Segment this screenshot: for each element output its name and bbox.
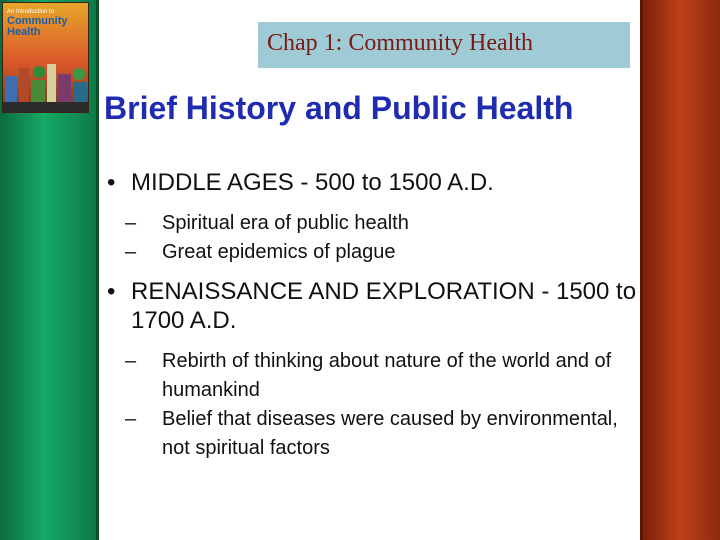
sub-bullet-dash: – bbox=[125, 212, 137, 234]
bullet-dot: • bbox=[107, 169, 116, 196]
sub-bullet-dash: – bbox=[125, 241, 137, 263]
chapter-header: Chap 1: Community Health bbox=[267, 30, 533, 56]
bullet-middle-ages bbox=[104, 168, 638, 197]
sub-bullet-dash: – bbox=[125, 408, 137, 430]
sub-bullet-dash: – bbox=[125, 350, 137, 372]
slide-content bbox=[104, 168, 638, 463]
bullet-renaissance bbox=[104, 277, 638, 335]
sub-bullet-text: Great epidemics of plague bbox=[162, 241, 396, 263]
left-decor-edge bbox=[96, 0, 99, 540]
sub-bullet bbox=[104, 405, 638, 463]
cover-footer-strip bbox=[3, 102, 89, 112]
cover-word-community: Community bbox=[7, 15, 68, 27]
slide-title: Brief History and Public Health bbox=[104, 90, 574, 126]
bullet-dot: • bbox=[107, 278, 116, 305]
right-decor-band bbox=[642, 0, 720, 540]
sub-bullet bbox=[104, 238, 638, 267]
book-cover-image bbox=[2, 2, 89, 113]
bullet-text: MIDDLE AGES - 500 to 1500 A.D. bbox=[131, 169, 494, 196]
sub-bullet-text: Spiritual era of public health bbox=[162, 212, 409, 234]
right-decor-edge bbox=[640, 0, 643, 540]
cover-city-illustration bbox=[3, 58, 89, 102]
cover-subtitle: An Introduction to bbox=[7, 9, 55, 15]
bullet-text: RENAISSANCE AND EXPLORATION - 1500 to 1700 A.D. bbox=[131, 278, 637, 334]
sub-bullet-text: Belief that diseases were caused by environmental, not spiritual factors bbox=[162, 408, 618, 459]
cover-word-health: Health bbox=[7, 26, 41, 38]
sub-bullet-text: Rebirth of thinking about nature of the world and of humankind bbox=[162, 350, 612, 401]
sub-bullet bbox=[104, 209, 638, 238]
sub-bullet bbox=[104, 347, 638, 405]
cover-title bbox=[7, 9, 87, 38]
